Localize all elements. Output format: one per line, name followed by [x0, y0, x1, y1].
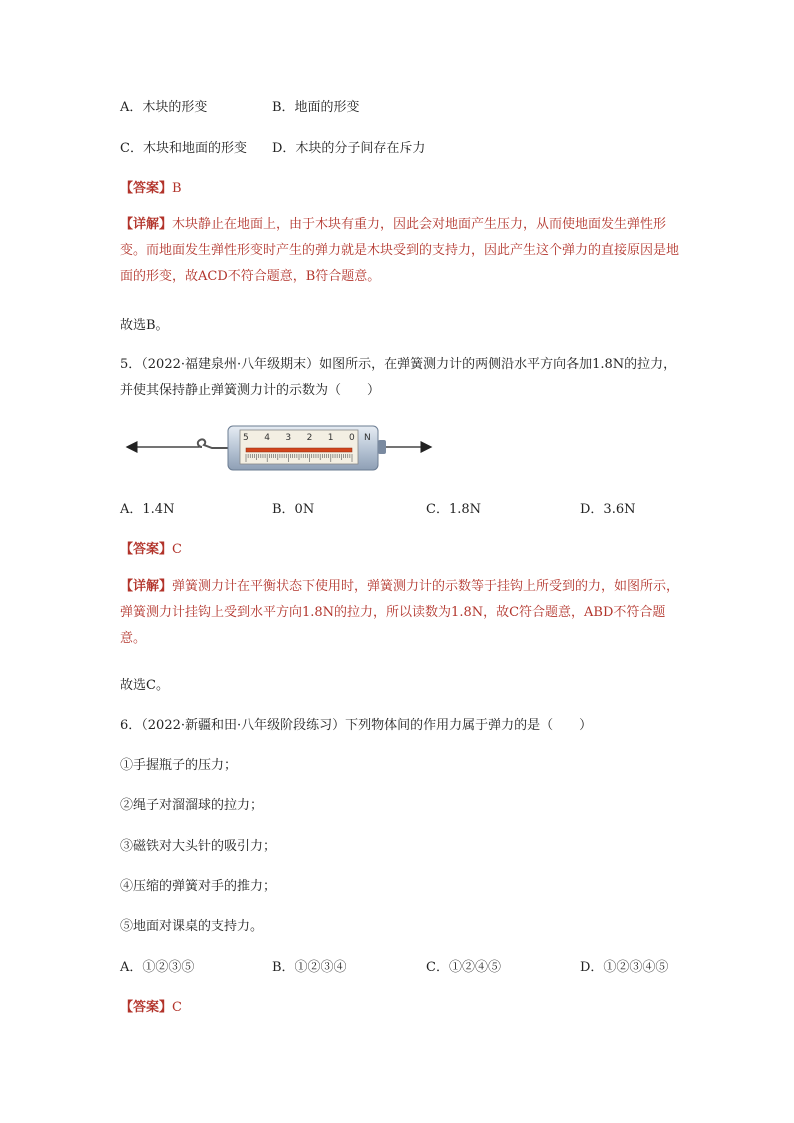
scale-label: 0 — [349, 433, 355, 443]
q6-option-a: A．①②③⑤ — [120, 960, 195, 975]
q6-item-2: ②绳子对溜溜球的拉力； — [120, 798, 264, 813]
q4-detail — [120, 212, 680, 290]
answer-value: B — [172, 181, 182, 196]
detail-label: 【详解】 — [120, 217, 173, 232]
answer-value: C — [172, 542, 182, 557]
q5-option-b: B．0N — [272, 502, 315, 517]
answer-label: 【答案】 — [120, 542, 173, 557]
q5-option-a: A．1.4N — [120, 502, 175, 517]
scale-unit: N — [364, 433, 371, 443]
q6-stem: 6．（2022·新疆和田·八年级阶段练习）下列物体间的作用力属于弹力的是（ ） — [120, 718, 593, 733]
q4-answer — [120, 177, 182, 196]
hook — [198, 439, 228, 448]
detail-label: 【详解】 — [120, 579, 173, 594]
q4-option-a: A．木块的形变 — [120, 100, 208, 115]
q6-item-1: ①手握瓶子的压力； — [120, 758, 238, 773]
q6-option-d: D．①②③④⑤ — [580, 960, 669, 975]
detail-text: 木块静止在地面上，由于木块有重力，因此会对地面产生压力，从而使地面发生弹性形变。而地面发生弹性形变时产生的弹力就是木块受到的支持力，因此产生这个弹力的直接原因是地面的形变，故ACD不符合题意，B符合题意。 — [120, 217, 680, 284]
q6-item-5: ⑤地面对课桌的支持力。 — [120, 919, 264, 934]
q5-detail — [120, 574, 680, 652]
answer-label: 【答案】 — [120, 181, 173, 196]
q6-item-3: ③磁铁对大头针的吸引力； — [120, 839, 277, 854]
answer-value: C — [172, 1000, 182, 1015]
q6-option-c: C．①②④⑤ — [426, 960, 501, 975]
q4-conclusion: 故选B。 — [120, 318, 169, 333]
q6-answer — [120, 996, 182, 1015]
q4-option-c: C．木块和地面的形变 — [120, 141, 247, 156]
scale-label: 4 — [264, 433, 270, 443]
scale-label: 1 — [327, 433, 334, 443]
q4-option-b: B．地面的形变 — [272, 100, 360, 115]
q5-option-c: C．1.8N — [426, 502, 481, 517]
scale-label: 3 — [285, 433, 292, 443]
detail-text: 弹簧测力计在平衡状态下使用时，弹簧测力计的示数等于挂钩上所受到的力，如图所示，弹簧测力计挂钩上受到水平方向1.8N的拉力，所以读数为1.8N，故C符合题意，ABD不符合题意。 — [120, 579, 680, 646]
q5-conclusion: 故选C。 — [120, 678, 169, 693]
answer-label: 【答案】 — [120, 1000, 173, 1015]
q4-option-d: D．木块的分子间存在斥力 — [272, 141, 426, 156]
q6-item-4: ④压缩的弹簧对手的推力； — [120, 879, 277, 894]
q5-option-d: D．3.6N — [580, 502, 636, 517]
q5-answer — [120, 538, 182, 557]
q5-stem: 5．（2022·福建泉州·八年级期末）如图所示，在弹簧测力计的两侧沿水平方向各加1.8N的拉力，并使其保持静止弹簧测力计的示数为（ ） — [120, 357, 677, 398]
scale-label: 2 — [306, 433, 313, 443]
scale-label: 5 — [243, 433, 249, 443]
q6-option-b: B．①②③④ — [272, 960, 347, 975]
spring-scale-figure — [120, 418, 435, 478]
